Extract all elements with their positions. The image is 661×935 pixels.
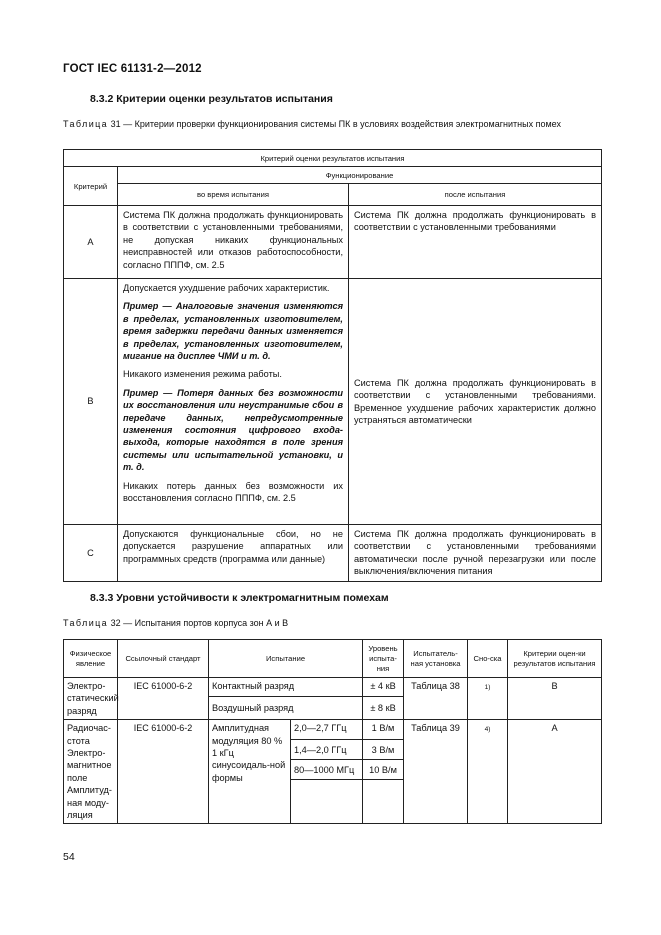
criterion-cell: B <box>508 678 602 720</box>
test-cell: Воздушный разряд <box>209 696 363 719</box>
after-text: Система ПК должна продолжать функционировать в соответствии с установленными требованиями <box>349 206 602 279</box>
note-cell <box>468 720 508 824</box>
table31-header-during: во время испытания <box>118 184 349 206</box>
empty-cell <box>291 780 363 824</box>
during-text <box>118 279 349 525</box>
empty-cell <box>363 780 404 824</box>
band-cell: 80—1000 МГц <box>291 760 363 780</box>
table32-caption-text: 32 — Испытания портов корпуса зон А и В <box>108 618 289 628</box>
during-paragraph: Никаких потерь данных без возможности их восстановления согласно ПППФ, см. 2.5 <box>123 480 343 504</box>
example-paragraph: Пример — Аналоговые значения изменяются в пределах, установленных изготовителем, время задержки передачи данных изменяется в пределах, установленных изготовителем, мигание на дисплее ЧМИ и т. д. <box>123 301 343 362</box>
level-cell: 10 В/м <box>363 760 404 780</box>
after-text: Система ПК должна продолжать функционировать в соответствии с установленными требованиями автоматически после ручной перезагрузки или после выключения/включения питания <box>349 525 602 582</box>
table31-row-b <box>64 279 602 525</box>
standard-cell: IEC 61000-6-2 <box>118 720 209 824</box>
during-paragraph: Допускаются функциональные сбои, но не допускается разрушение аппаратных или программных средств (программа или данные) <box>123 529 343 564</box>
standard-cell: IEC 61000-6-2 <box>118 678 209 720</box>
section-832-title: 8.3.2 Критерии оценки результатов испытания <box>90 93 333 105</box>
table31-header-top: Критерий оценки результатов испытания <box>64 150 602 167</box>
band-cell: 1,4—2,0 ГГц <box>291 740 363 760</box>
modulation-cell: Амплитудная модуляция 80 % 1 кГц синусоидаль-ной формы <box>209 720 291 824</box>
criterion-letter: A <box>64 206 118 279</box>
level-cell: 3 В/м <box>363 740 404 760</box>
table32-header-criteria: Критерии оцен-ки результатов испытания <box>508 640 602 678</box>
section-833-title: 8.3.3 Уровни устойчивости к электромагнитным помехам <box>90 592 389 604</box>
setup-cell: Таблица 38 <box>404 678 468 720</box>
table32-caption-label: Таблица <box>63 618 109 628</box>
table32-row-rf <box>64 720 602 740</box>
footnote-marker: 4) <box>484 726 491 734</box>
table32-header-standard: Ссылочный стандарт <box>118 640 209 678</box>
table32-header-level: Уровень испыта-ния <box>363 640 404 678</box>
test-cell: Контактный разряд <box>209 678 363 697</box>
table31-caption-text: 31 — Критерии проверки функционирования системы ПК в условиях воздействия электромагнитных помех <box>108 119 561 129</box>
footnote-marker: 1) <box>484 684 491 691</box>
table32-header-note: Сно-ска <box>468 640 508 678</box>
criterion-cell: A <box>508 720 602 824</box>
table31-row-c <box>64 525 602 582</box>
table32-header-setup: Испытатель-ная установка <box>404 640 468 678</box>
phenomenon-cell: Радиочас-стота Электро-магнитное поле Амплитуд-ная моду-ляция <box>64 720 118 824</box>
table31-header-criterion: Критерий <box>64 167 118 206</box>
during-text <box>118 525 349 582</box>
table32-header-test: Испытание <box>209 640 363 678</box>
level-cell: ± 4 кВ <box>363 678 404 697</box>
table31-caption <box>63 118 603 130</box>
table32-header-phenomenon: Физическое явление <box>64 640 118 678</box>
level-cell: 1 В/м <box>363 720 404 740</box>
table32-ports <box>63 639 602 824</box>
phenomenon-cell: Электро-статический разряд <box>64 678 118 720</box>
table31-header-function: Функционирование <box>118 167 602 184</box>
during-paragraph: Никакого изменения режима работы. <box>123 369 282 380</box>
example-paragraph: Пример — Потеря данных без возможности их восстановления или неустранимые сбои в передаче данных, непредусмотренные изменения состояния цифрового входа-выхода, которые находятся в поле зрения системы или испытательной установки, и т. д. <box>123 387 343 473</box>
table31-caption-label: Таблица <box>63 119 109 129</box>
document-header: ГОСТ IEC 61131-2—2012 <box>63 63 202 75</box>
band-cell: 2,0—2,7 ГГц <box>291 720 363 740</box>
criterion-letter: C <box>64 525 118 582</box>
table31-row-a <box>64 206 602 279</box>
level-cell: ± 8 кВ <box>363 696 404 719</box>
after-text: Система ПК должна продолжать функционировать в соответствии с установленными требованиями. Временное ухудшение рабочих характеристик должно устраняться автоматически <box>349 279 602 525</box>
table32-caption <box>63 617 603 629</box>
during-paragraph: Допускается ухудшение рабочих характеристик. <box>123 283 330 293</box>
table31-header-after: после испытания <box>349 184 602 206</box>
during-text <box>118 206 349 279</box>
table31-criteria <box>63 149 602 582</box>
note-cell <box>468 678 508 720</box>
table32-row-esd <box>64 678 602 697</box>
setup-cell: Таблица 39 <box>404 720 468 824</box>
during-paragraph: Система ПК должна продолжать функционировать в соответствии с установленными требованиями, не допуская никаких функциональных неисправностей или отказов работоспособности, согласно ПППФ, см. 2.5 <box>123 210 343 270</box>
page-number: 54 <box>63 851 75 863</box>
criterion-letter: B <box>64 279 118 525</box>
